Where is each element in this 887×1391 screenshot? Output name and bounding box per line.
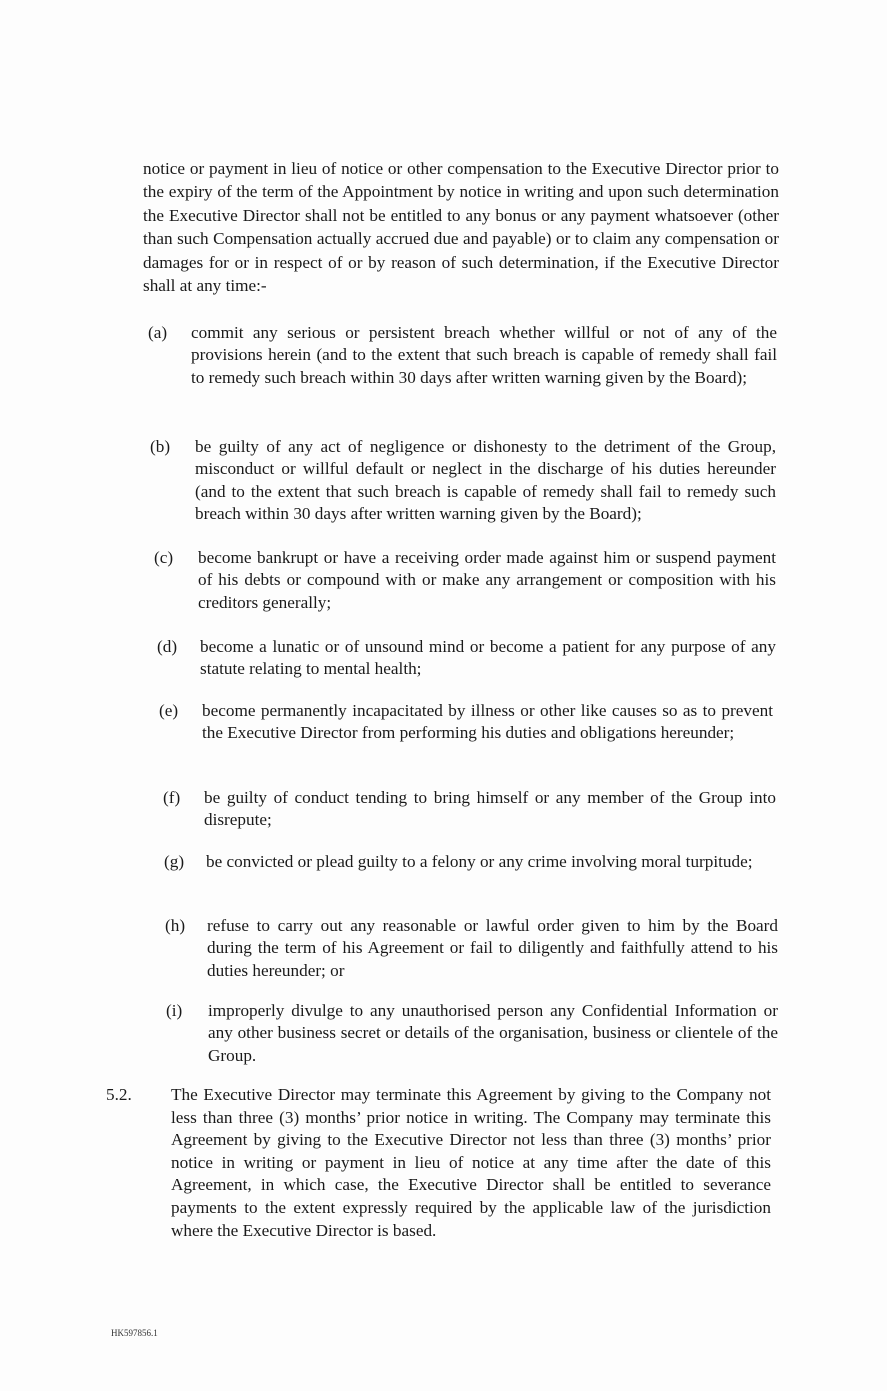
clause-text: be guilty of conduct tending to bring himself or any member of the Group into disrepute; bbox=[204, 788, 776, 830]
intro-paragraph: notice or payment in lieu of notice or other compensation to the Executive Director prior to the expiry of the term of the Appointment by notice in writing and upon such determination the Executive Director shall not be entitled to any bonus or any payment whatsoever (other than such Compensation actually accrued due and payable) or to claim any compensation or damages for or in respect of or by reason of such determination, if the Executive Director shall at any time:- bbox=[143, 159, 779, 296]
document-code: HK597856.1 bbox=[111, 1328, 158, 1338]
clause-text: become permanently incapacitated by illness or other like causes so as to prevent the Executive Director from performing his duties and obligations hereunder; bbox=[202, 701, 773, 743]
clause-text: become a lunatic or of unsound mind or become a patient for any purpose of any statute relating to mental health; bbox=[200, 637, 776, 679]
clause-label: (e) bbox=[159, 701, 179, 720]
clause-label: (b) bbox=[150, 437, 171, 456]
clause-label: (a) bbox=[148, 323, 168, 342]
clause-text: commit any serious or persistent breach whether willful or not of any of the provisions herein (and to the extent that such breach is capable of remedy shall fail to remedy such breach within 30 days after written warning given by the Board); bbox=[191, 323, 777, 387]
clause-text: improperly divulge to any unauthorised person any Confidential Information or any other business secret or details of the organisation, business or clientele of the Group. bbox=[208, 1001, 778, 1065]
clause-text: be convicted or plead guilty to a felony or any crime involving moral turpitude; bbox=[206, 852, 753, 871]
clause-label: (f) bbox=[163, 788, 181, 807]
section-paragraph: The Executive Director may terminate this Agreement by giving to the Company not less than three (3) months’ prior notice in writing. The Company may terminate this Agreement by giving to the Executive Director not less than three (3) months’ prior notice in writing or payment in lieu of notice at any time after the date of this Agreement, in which case, the Executive Director shall be entitled to severance payments to the extent expressly required by the applicable law of the jurisdiction where the Executive Director is based. bbox=[171, 1085, 771, 1240]
clause-text: refuse to carry out any reasonable or lawful order given to him by the Board during the term of his Agreement or fail to diligently and faithfully attend to his duties hereunder; or bbox=[207, 916, 778, 980]
clause-label: (h) bbox=[165, 916, 186, 935]
clause-label: (g) bbox=[164, 852, 185, 871]
section-number: 5.2. bbox=[106, 1085, 132, 1104]
clause-label: (c) bbox=[154, 548, 174, 567]
clause-label: (d) bbox=[157, 637, 178, 656]
clause-label: (i) bbox=[166, 1001, 183, 1020]
clause-text: become bankrupt or have a receiving order made against him or suspend payment of his debts or compound with or make any arrangement or composition with his creditors generally; bbox=[198, 548, 776, 612]
clause-text: be guilty of any act of negligence or dishonesty to the detriment of the Group, misconduct or willful default or neglect in the discharge of his duties hereunder (and to the extent that such breach is capable of remedy shall fail to remedy such breach within 30 days after written warning given by the Board); bbox=[195, 437, 776, 524]
